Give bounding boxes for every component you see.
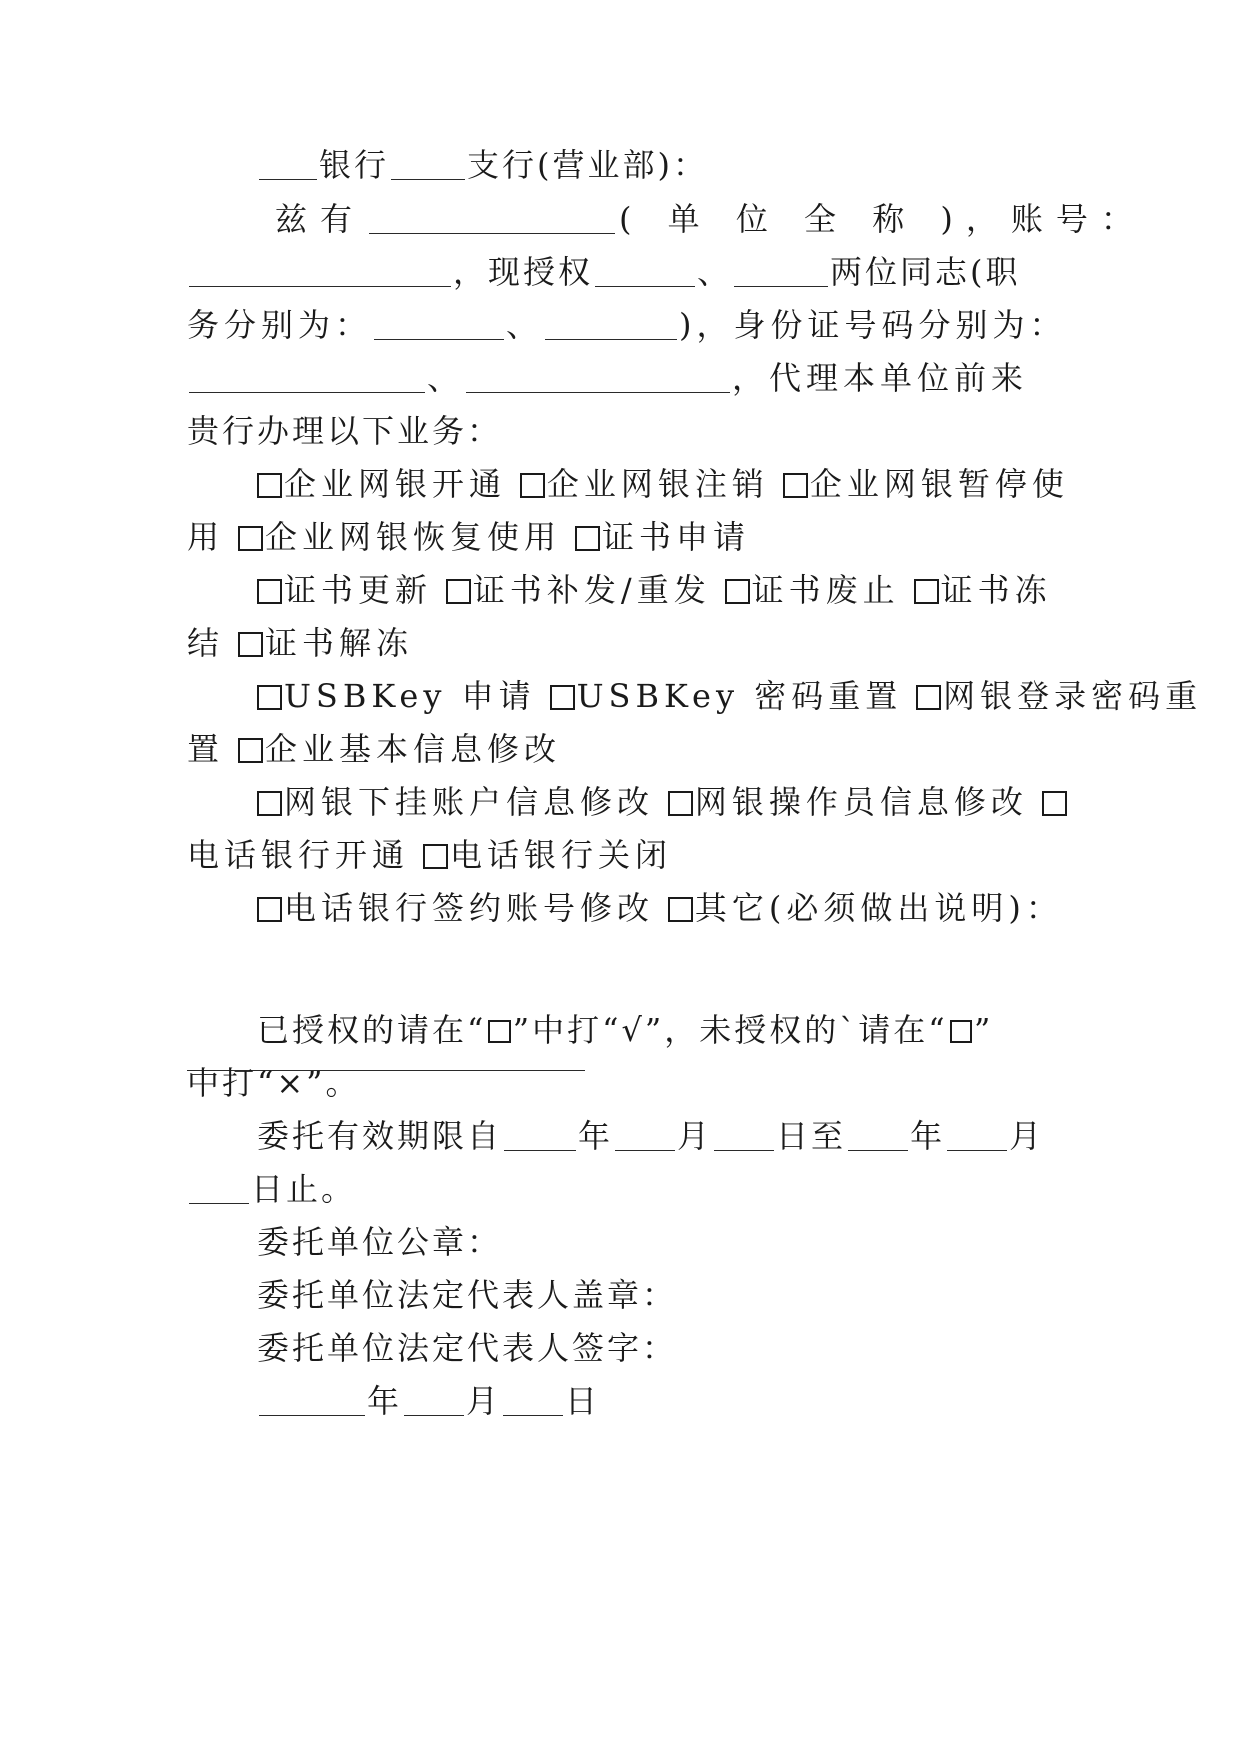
checkbox[interactable] xyxy=(238,738,263,763)
agent-2-id-blank[interactable] xyxy=(466,360,730,393)
option-cert-reissue[interactable]: 证书补发/重发 xyxy=(446,571,711,609)
option-linked-account-modify[interactable]: 网银下挂账户信息修改 xyxy=(257,783,654,821)
intro-line-1 xyxy=(275,190,1146,248)
date-line xyxy=(257,1372,1057,1430)
month-label: 月 xyxy=(677,1117,713,1155)
year-label: 年 xyxy=(910,1117,946,1155)
option-cert-unfreeze[interactable]: 证书解冻 xyxy=(238,624,413,662)
checkbox[interactable] xyxy=(257,791,282,816)
month-label: 月 xyxy=(466,1382,502,1420)
end-month-blank[interactable] xyxy=(947,1118,1007,1151)
option-ebank-suspend[interactable]: 企业网银暂停使 xyxy=(783,465,1069,503)
start-month-blank[interactable] xyxy=(615,1118,675,1151)
id-number-label: )，身份证号码分别为： xyxy=(679,306,1067,344)
validity-line-2 xyxy=(187,1160,1057,1218)
legal-rep-seal-label: 委托单位法定代表人盖章： xyxy=(257,1276,678,1314)
agent-1-duty-blank[interactable] xyxy=(374,307,504,340)
instruction-line-1 xyxy=(257,1001,1057,1059)
two-comrades-text: 两位同志(职 xyxy=(830,253,1021,291)
agent-1-id-blank[interactable] xyxy=(189,360,425,393)
agent-2-name-blank[interactable] xyxy=(734,254,828,287)
sign-day-blank[interactable] xyxy=(503,1383,563,1416)
bank-name-blank[interactable] xyxy=(259,147,317,180)
option-ebank-cancel[interactable]: 企业网银注销 xyxy=(520,465,769,503)
instruction-text-c: ” xyxy=(974,1011,994,1049)
option-cert-revoke[interactable]: 证书废止 xyxy=(725,571,900,609)
start-year-blank[interactable] xyxy=(504,1118,576,1151)
checkbox[interactable] xyxy=(257,473,282,498)
checkbox[interactable] xyxy=(446,579,471,604)
checkbox[interactable] xyxy=(725,579,750,604)
unit-fullname-label: ( 单 位 全 称 ) xyxy=(619,200,966,238)
option-other[interactable]: 其它(必须做出说明)： xyxy=(668,889,1063,927)
instruction-text-a: 已授权的请在“ xyxy=(257,1011,487,1049)
account-label: 账号： xyxy=(1010,200,1146,238)
day-label: 日 xyxy=(565,1382,601,1420)
checkbox[interactable] xyxy=(238,526,263,551)
agent-2-duty-blank[interactable] xyxy=(545,307,677,340)
start-day-blank[interactable] xyxy=(714,1118,774,1151)
options-line-3 xyxy=(257,561,1057,619)
legal-rep-sign-label: 委托单位法定代表人签字： xyxy=(257,1329,678,1367)
option-cert-update[interactable]: 证书更新 xyxy=(257,571,432,609)
end-year-blank[interactable] xyxy=(848,1118,908,1151)
duty-label: 务分别为： xyxy=(187,306,373,344)
option-usbkey-apply[interactable]: USBKey 申请 xyxy=(257,677,536,715)
greeting-line xyxy=(257,136,1057,194)
checkbox-sample-icon xyxy=(488,1020,510,1042)
option-usbkey-reset[interactable]: USBKey 密码重置 xyxy=(550,677,903,715)
business-intro-text: 贵行办理以下业务： xyxy=(187,412,503,450)
checkbox[interactable] xyxy=(257,685,282,710)
options-line-6 xyxy=(187,720,1057,778)
checkbox[interactable] xyxy=(257,897,282,922)
validity-prefix: 委托有效期限自 xyxy=(257,1117,503,1155)
legal-seal-line xyxy=(257,1266,1057,1324)
comma-text: ， xyxy=(965,200,1011,238)
options-line-5 xyxy=(257,667,1203,725)
validity-line-1 xyxy=(257,1107,1057,1165)
sign-month-blank[interactable] xyxy=(404,1383,464,1416)
zi-you-text: 兹有 xyxy=(275,200,366,238)
intro-line-4 xyxy=(187,349,1057,407)
branch-label: 支行(营业部)： xyxy=(467,146,708,184)
instruction-line-2 xyxy=(187,1054,1057,1112)
checkbox[interactable] xyxy=(575,526,600,551)
proxy-text: ，代理本单位前来 xyxy=(732,359,1029,397)
option-cert-freeze-cont: 结 xyxy=(187,624,225,662)
validity-end-label: 日止。 xyxy=(251,1170,357,1208)
options-line-2 xyxy=(187,508,1057,566)
option-ebank-resume[interactable]: 企业网银恢复使用 xyxy=(238,518,561,556)
option-cert-freeze[interactable]: 证书冻 xyxy=(914,571,1052,609)
checkbox[interactable] xyxy=(668,897,693,922)
checkbox[interactable] xyxy=(550,685,575,710)
day-to-label: 日至 xyxy=(776,1117,847,1155)
option-operator-info-modify[interactable]: 网银操作员信息修改 xyxy=(668,783,1028,821)
intro-line-3 xyxy=(187,296,1067,354)
unit-seal-label: 委托单位公章： xyxy=(257,1223,503,1261)
separator-text: 、 xyxy=(427,359,465,397)
intro-line-2 xyxy=(187,243,1057,301)
separator-text: 、 xyxy=(506,306,544,344)
option-phone-bank-close[interactable]: 电话银行关闭 xyxy=(423,836,672,874)
options-line-4 xyxy=(187,614,1057,672)
option-ebank-open[interactable]: 企业网银开通 xyxy=(257,465,506,503)
separator-text: 、 xyxy=(697,253,733,291)
option-phone-bank-open[interactable]: 电话银行开通 xyxy=(187,836,410,874)
bank-label: 银行 xyxy=(319,146,390,184)
agent-1-name-blank[interactable] xyxy=(595,254,695,287)
end-day-blank[interactable] xyxy=(189,1171,249,1204)
option-login-password-reset[interactable]: 网银登录密码重 xyxy=(916,677,1202,715)
instruction-text-d: 中打“×”。 xyxy=(187,1064,361,1102)
checkbox[interactable] xyxy=(668,791,693,816)
option-phone-account-modify[interactable]: 电话银行签约账号修改 xyxy=(257,889,654,927)
options-line-1 xyxy=(257,455,1069,513)
intro-line-5 xyxy=(187,402,1057,460)
checkbox[interactable] xyxy=(520,473,545,498)
options-line-7 xyxy=(257,773,1057,831)
checkbox[interactable] xyxy=(916,685,941,710)
checkbox-sample-icon xyxy=(950,1020,972,1042)
unit-fullname-blank[interactable] xyxy=(369,201,615,234)
sign-year-blank[interactable] xyxy=(259,1383,365,1416)
year-label: 年 xyxy=(578,1117,614,1155)
checkbox[interactable] xyxy=(1042,791,1067,816)
checkbox[interactable] xyxy=(914,579,939,604)
year-label: 年 xyxy=(367,1382,403,1420)
option-login-password-reset-cont: 置 xyxy=(187,730,225,768)
option-basic-info-modify[interactable]: 企业基本信息修改 xyxy=(238,730,561,768)
branch-name-blank[interactable] xyxy=(391,147,465,180)
checkbox[interactable] xyxy=(783,473,808,498)
checkbox[interactable] xyxy=(238,632,263,657)
instruction-text-b: ”中打“√”，未授权的`请在“ xyxy=(512,1011,948,1049)
seal-line xyxy=(257,1213,1057,1271)
checkbox[interactable] xyxy=(257,579,282,604)
options-line-9 xyxy=(257,879,1063,937)
legal-sign-line xyxy=(257,1319,1057,1377)
account-number-blank[interactable] xyxy=(189,254,451,287)
checkbox[interactable] xyxy=(423,844,448,869)
month-label: 月 xyxy=(1009,1117,1045,1155)
option-ebank-suspend-cont: 用 xyxy=(187,518,225,556)
options-line-8 xyxy=(187,826,1057,884)
option-cert-apply[interactable]: 证书申请 xyxy=(575,518,750,556)
auth-now-text: ，现授权 xyxy=(453,253,594,291)
